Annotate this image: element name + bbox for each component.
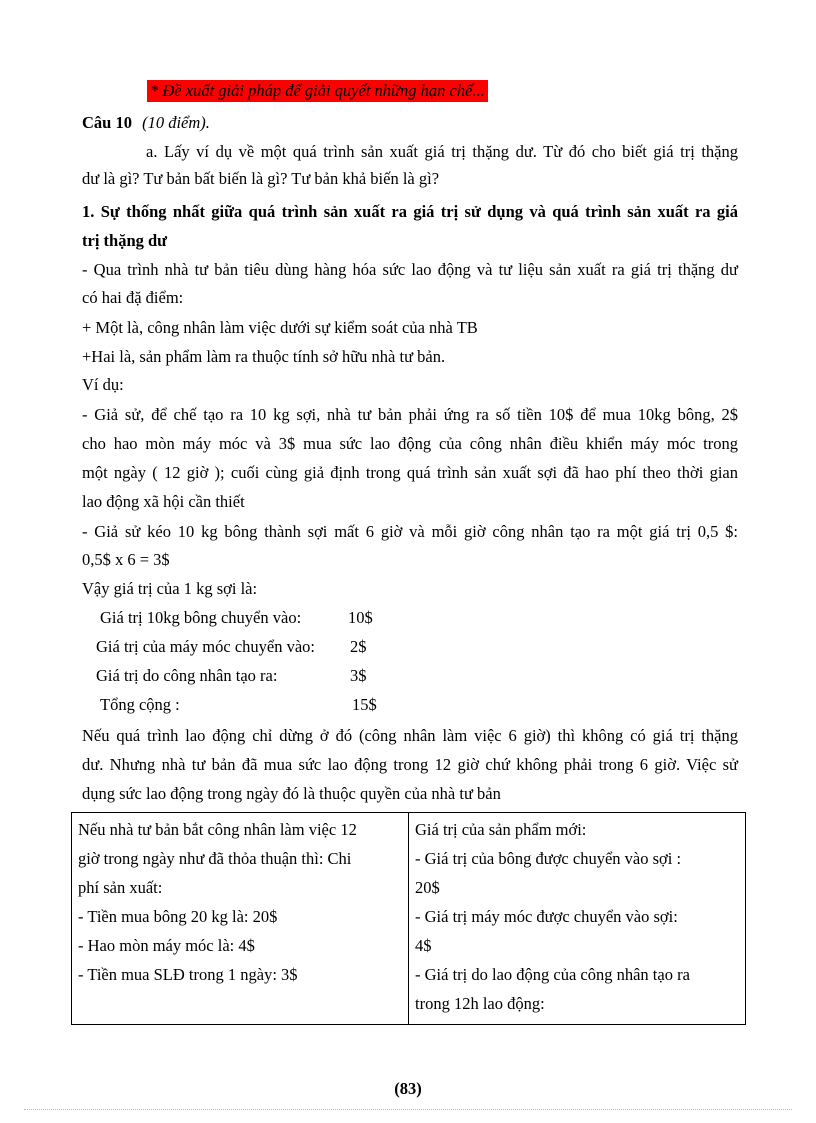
body-paragraph: + Một là, công nhân làm việc dưới sự kiểm soát của nhà TB — [82, 318, 478, 337]
conclusion-line: dư. Nhưng nhà tư bản đã mua sức lao động trong 12 giờ chứ không phải trong 6 giờ. Việc sử — [82, 755, 738, 774]
prompt-line-1: a. Lấy ví dụ về một quá trình sản xuất giá trị thặng dư. Từ đó cho biết giá trị thặng — [146, 142, 738, 161]
body-paragraph: - Qua trình nhà tư bản tiêu dùng hàng hóa sức lao động và tư liệu sản xuất ra giá trị thặng dư — [82, 260, 738, 279]
value-row-label: Giá trị do công nhân tạo ra: — [96, 666, 278, 685]
conclusion-line: dụng sức lao động trong ngày đó là thuộc quyền của nhà tư bản — [82, 784, 501, 803]
body-paragraph: một ngày ( 12 giờ ); cuối cùng giả định trong quá trình sản xuất sợi đã hao phí theo thời gian — [82, 463, 738, 482]
value-row-amount: 3$ — [350, 666, 367, 685]
value-row-amount: 2$ — [350, 637, 367, 656]
cost-line: giờ trong ngày như đã thỏa thuận thì: Chi — [78, 849, 352, 868]
page-number: (83) — [394, 1079, 422, 1098]
highlighted-heading: * Đề xuất giải pháp để giải quyết những hạn chế... — [147, 80, 488, 102]
value-line: Giá trị của sản phẩm mới: — [415, 820, 587, 839]
value-line: 4$ — [415, 936, 432, 955]
body-paragraph: cho hao mòn máy móc và 3$ mua sức lao động của công nhân điều khiển máy móc trong — [82, 434, 738, 453]
section-title-line-1: 1. Sự thống nhất giữa quá trình sản xuất ra giá trị sử dụng và quá trình sản xuất ra giá — [82, 202, 738, 221]
cost-line: Nếu nhà tư bản bắt công nhân làm việc 12 — [78, 820, 357, 839]
body-paragraph: Vậy giá trị của 1 kg sợi là: — [82, 579, 258, 598]
body-paragraph: lao động xã hội cần thiết — [82, 492, 245, 511]
prompt-line-2: dư là gì? Tư bản bất biến là gì? Tư bản khả biến là gì? — [82, 169, 440, 188]
body-paragraph: - Giả sử kéo 10 kg bông thành sợi mất 6 giờ và mỗi giờ công nhân tạo ra một giá trị 0,5 $: — [82, 522, 738, 541]
value-line: 20$ — [415, 878, 440, 897]
value-row-label: Tổng cộng : — [100, 695, 180, 714]
value-row-amount: 10$ — [348, 608, 373, 627]
value-row-amount: 15$ — [352, 695, 377, 714]
cost-column — [72, 813, 409, 1025]
value-line: - Giá trị do lao động của công nhân tạo ra — [415, 965, 690, 984]
cost-line: phí sản xuất: — [78, 878, 163, 897]
value-column — [409, 813, 746, 1025]
question-label: Câu 10 — [82, 113, 132, 132]
question-points: (10 điểm). — [142, 113, 210, 132]
body-paragraph: Ví dụ: — [82, 375, 124, 394]
body-paragraph: +Hai là, sản phẩm làm ra thuộc tính sở hữu nhà tư bản. — [82, 347, 446, 366]
cost-line: - Hao mòn máy móc là: 4$ — [78, 936, 255, 955]
footer-divider — [24, 1109, 792, 1110]
question-line — [82, 112, 738, 134]
body-paragraph: 0,5$ x 6 = 3$ — [82, 550, 170, 569]
value-line: - Giá trị máy móc được chuyển vào sợi: — [415, 907, 678, 926]
body-paragraph: có hai đặ điểm: — [82, 288, 184, 307]
conclusion-line: Nếu quá trình lao động chỉ dừng ở đó (công nhân làm việc 6 giờ) thì không có giá trị thặng — [82, 726, 738, 745]
comparison-table — [71, 812, 746, 1025]
value-row-label: Giá trị của máy móc chuyển vào: — [96, 637, 316, 656]
section-title-line-2: trị thặng dư — [82, 231, 168, 250]
value-row-label: Giá trị 10kg bông chuyển vào: — [100, 608, 302, 627]
cost-line: - Tiền mua bông 20 kg là: 20$ — [78, 907, 278, 926]
body-paragraph: - Giả sử, để chế tạo ra 10 kg sợi, nhà tư bản phải ứng ra số tiền 10$ để mua 10kg bông, 2$ — [82, 405, 738, 424]
cost-line: - Tiền mua SLĐ trong 1 ngày: 3$ — [78, 965, 298, 984]
value-line: trong 12h lao động: — [415, 994, 545, 1013]
value-line: - Giá trị của bông được chuyển vào sợi : — [415, 849, 682, 868]
